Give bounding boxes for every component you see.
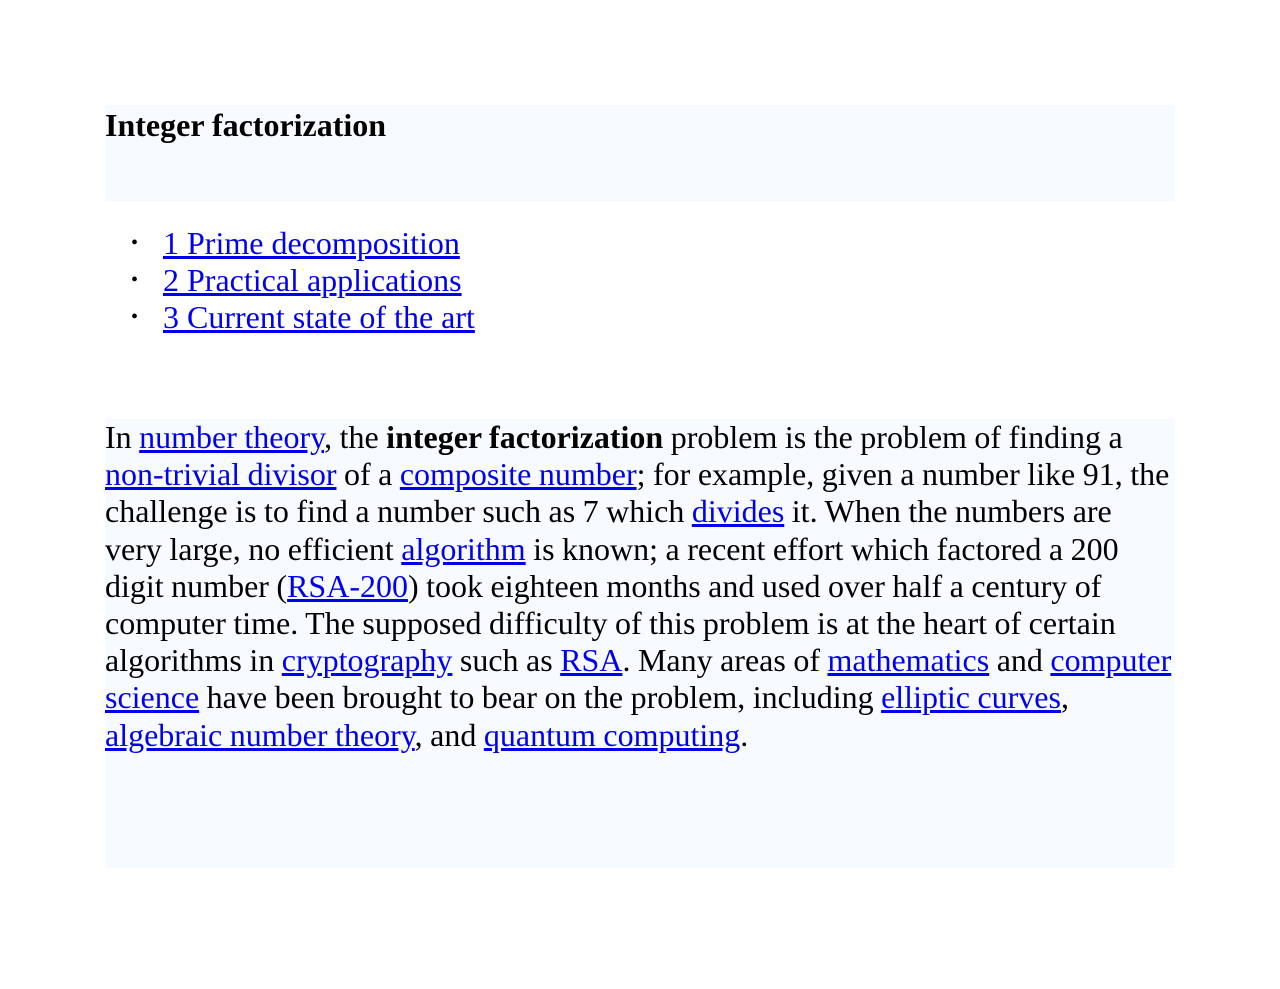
- link-number-theory[interactable]: number theory: [139, 419, 325, 455]
- link-algorithm[interactable]: algorithm: [401, 530, 526, 567]
- title-block: [105, 105, 1175, 201]
- table-of-contents: [105, 225, 475, 336]
- link-elliptic-curves[interactable]: elliptic curves: [881, 679, 1061, 716]
- toc-link-prime-decomposition[interactable]: 1 Prime decomposition: [163, 225, 460, 261]
- toc-item-current-state: [163, 299, 475, 336]
- intro-text: it. When the numbers are very large, no efficient: [105, 493, 1112, 567]
- intro-text: .: [740, 716, 749, 753]
- intro-text: , and: [414, 716, 484, 753]
- intro-text: ; for example, given a number like 91, the challenge is to find a number such as 7 which: [105, 456, 1170, 530]
- intro-text: ,: [1060, 679, 1069, 716]
- content-block: [105, 419, 1175, 868]
- intro-text: is known; a recent effort which factored a 200 digit number (: [105, 530, 1119, 604]
- intro-paragraph: [105, 419, 1175, 754]
- intro-text: In: [105, 419, 140, 455]
- page-title: Integer factorization: [105, 107, 387, 143]
- intro-text: such as: [452, 642, 561, 679]
- link-algebraic-number-theory[interactable]: algebraic number theory: [105, 716, 415, 753]
- intro-text: problem is the problem of finding a: [663, 419, 1123, 455]
- toc-item-prime-decomposition: [163, 225, 475, 262]
- link-divides[interactable]: divides: [691, 493, 785, 530]
- intro-text: and: [989, 642, 1051, 679]
- toc-link-practical-applications[interactable]: 2 Practical applications: [163, 262, 462, 298]
- intro-text: , the: [324, 419, 387, 455]
- toc-item-practical-applications: [163, 262, 475, 299]
- intro-text: of a: [336, 456, 400, 493]
- bold-term: integer factorization: [386, 419, 664, 455]
- link-computer-science[interactable]: computer science: [105, 642, 1172, 716]
- intro-text: . Many areas of: [622, 642, 828, 679]
- link-quantum-computing[interactable]: quantum computing: [483, 716, 741, 753]
- intro-text: ) took eighteen months and used over half a century of computer time. The supposed difficulty of this problem is at the heart of certain algorithms in: [105, 567, 1116, 679]
- link-mathematics[interactable]: mathematics: [827, 642, 990, 679]
- link-non-trivial-divisor[interactable]: non-trivial divisor: [105, 456, 337, 493]
- link-rsa-200[interactable]: RSA-200: [287, 567, 408, 604]
- toc-link-current-state[interactable]: 3 Current state of the art: [163, 299, 475, 335]
- link-rsa[interactable]: RSA: [560, 642, 623, 679]
- link-cryptography[interactable]: cryptography: [281, 642, 453, 679]
- intro-text: have been brought to bear on the problem, including: [199, 679, 882, 716]
- link-composite-number[interactable]: composite number: [399, 456, 637, 493]
